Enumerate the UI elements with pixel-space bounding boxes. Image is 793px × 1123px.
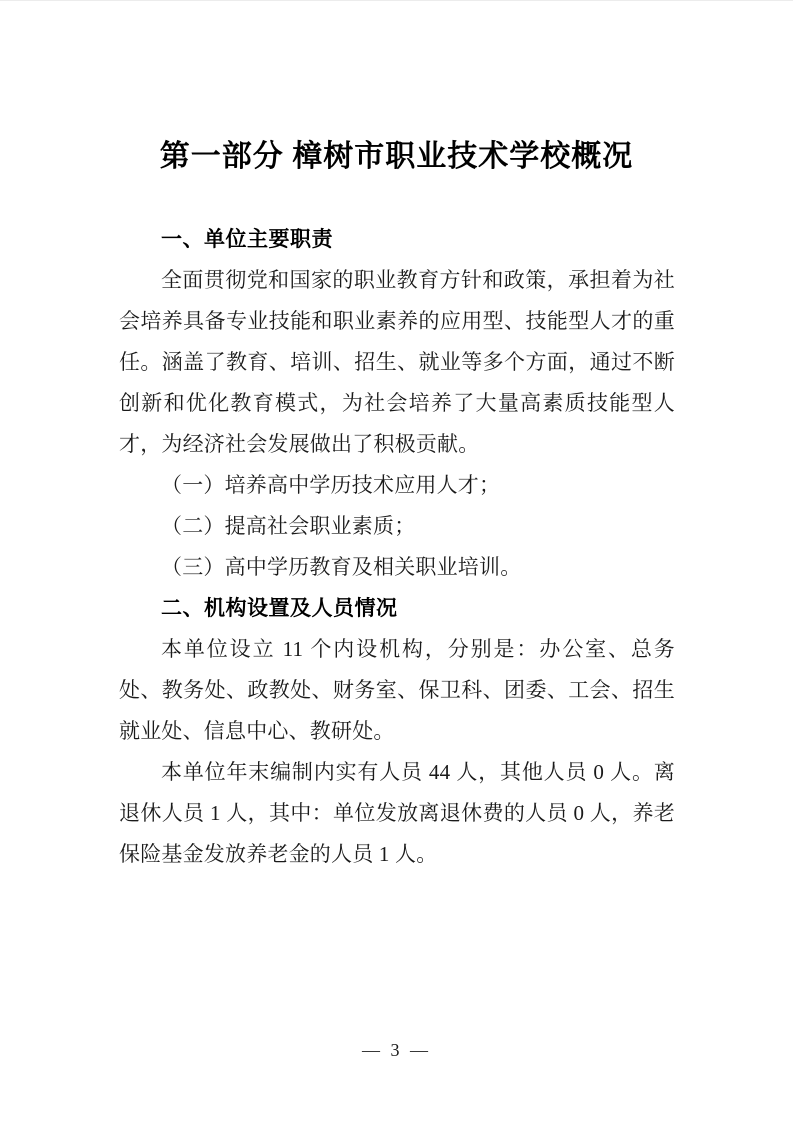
- document-body: [119, 219, 675, 875]
- page-number: — 3 —: [362, 1040, 431, 1060]
- section-heading-unit-duties: 一、单位主要职责: [161, 228, 333, 251]
- paragraph-staff-numbers: 本单位年末编制内实有人员 44 人，其他人员 0 人。离退休人员 1 人，其中：单位发放离退休费的人员 0 人，养老保险基金发放养老金的人员 1 人。: [119, 760, 675, 866]
- list-item-duty-2: （二）提高社会职业素质；: [161, 514, 416, 538]
- list-item-duty-3: （三）高中学历教育及相关职业培训。: [161, 555, 522, 579]
- document-title: 第一部分 樟树市职业技术学校概况: [159, 140, 634, 173]
- paragraph-unit-duties-overview: 全面贯彻党和国家的职业教育方针和政策，承担着为社会培养具备专业技能和职业素养的应用型、技能型人才的重任。涵盖了教育、培训、招生、就业等多个方面，通过不断创新和优化教育模式，为社会培养了大量高素质技能型人才，为经济社会发展做出了积极贡献。: [119, 268, 675, 456]
- paragraph-internal-departments: 本单位设立 11 个内设机构，分别是：办公室、总务处、教务处、政教处、财务室、保卫科、团委、工会、招生就业处、信息中心、教研处。: [119, 637, 675, 743]
- section-heading-org-personnel: 二、机构设置及人员情况: [161, 597, 398, 620]
- list-item-duty-1: （一）培养高中学历技术应用人才；: [161, 473, 501, 497]
